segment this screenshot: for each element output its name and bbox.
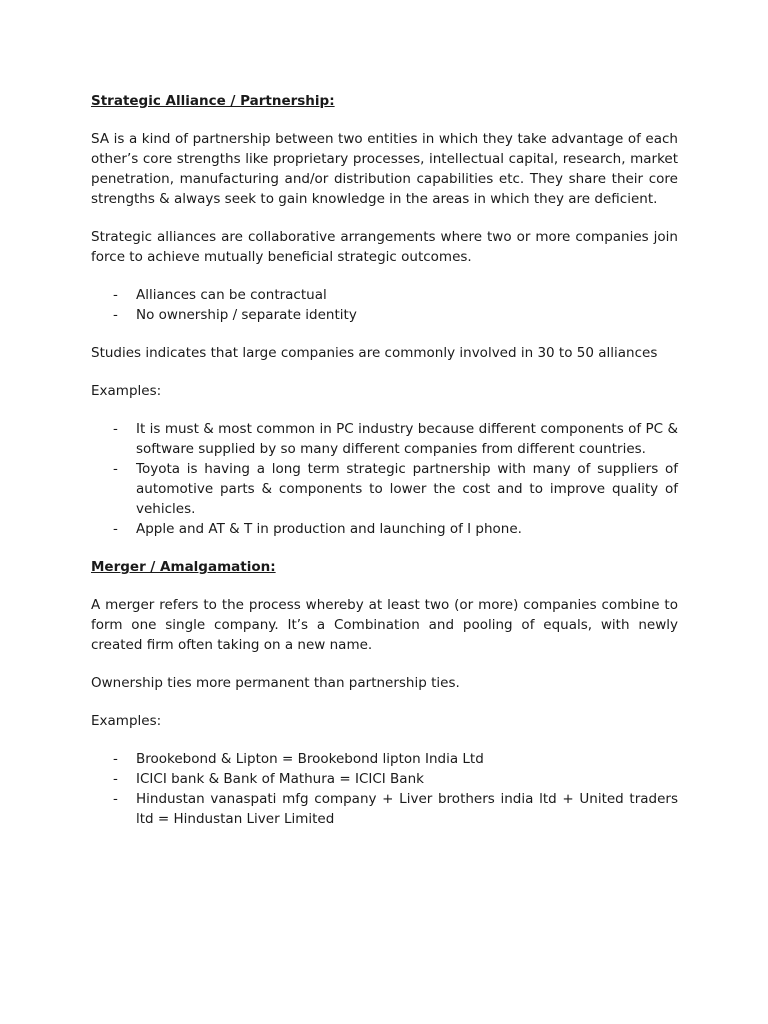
alliance-definition-paragraph: SA is a kind of partnership between two entities in which they take advantage of each other’s core strengths like proprietary processes, intellectual capital, research, market penetration, manufacturing and/or distribution capabilities etc. They share their core strengths & always seek to gain knowledge in the areas in which they are deficient. bbox=[91, 131, 678, 207]
alliance-features-list bbox=[91, 285, 678, 325]
alliance-examples-list bbox=[91, 419, 678, 539]
merger-examples-list bbox=[91, 749, 678, 829]
merger-heading: Merger / Amalgamation: bbox=[91, 559, 276, 575]
list-item: - Hindustan vanaspati mfg company + Liver brothers india ltd + United traders ltd = Hindustan Liver Limited bbox=[113, 791, 678, 827]
alliance-arrangement-paragraph: Strategic alliances are collaborative arrangements where two or more companies join force to achieve mutually beneficial strategic outcomes. bbox=[91, 229, 678, 265]
list-item: - ICICI bank & Bank of Mathura = ICICI Bank bbox=[113, 771, 424, 787]
document-page bbox=[91, 91, 678, 829]
alliance-studies-paragraph: Studies indicates that large companies are commonly involved in 30 to 50 alliances bbox=[91, 345, 658, 361]
alliance-heading: Strategic Alliance / Partnership: bbox=[91, 93, 335, 109]
list-item: - Toyota is having a long term strategic partnership with many of suppliers of automotive parts & components to lower the cost and to improve quality of vehicles. bbox=[113, 461, 678, 517]
list-item: - It is must & most common in PC industry because different components of PC & software supplied by so many different companies from different countries. bbox=[113, 421, 678, 457]
list-item: - No ownership / separate identity bbox=[113, 307, 357, 323]
merger-examples-label: Examples: bbox=[91, 713, 162, 729]
list-item: - Apple and AT & T in production and launching of I phone. bbox=[113, 521, 522, 537]
list-item: - Brookebond & Lipton = Brookebond lipton India Ltd bbox=[113, 751, 484, 767]
merger-ownership-paragraph: Ownership ties more permanent than partnership ties. bbox=[91, 675, 460, 691]
alliance-examples-label: Examples: bbox=[91, 383, 162, 399]
merger-definition-paragraph: A merger refers to the process whereby at least two (or more) companies combine to form one single company. It’s a Combination and pooling of equals, with newly created firm often taking on a new name. bbox=[91, 597, 678, 653]
list-item: - Alliances can be contractual bbox=[113, 287, 327, 303]
